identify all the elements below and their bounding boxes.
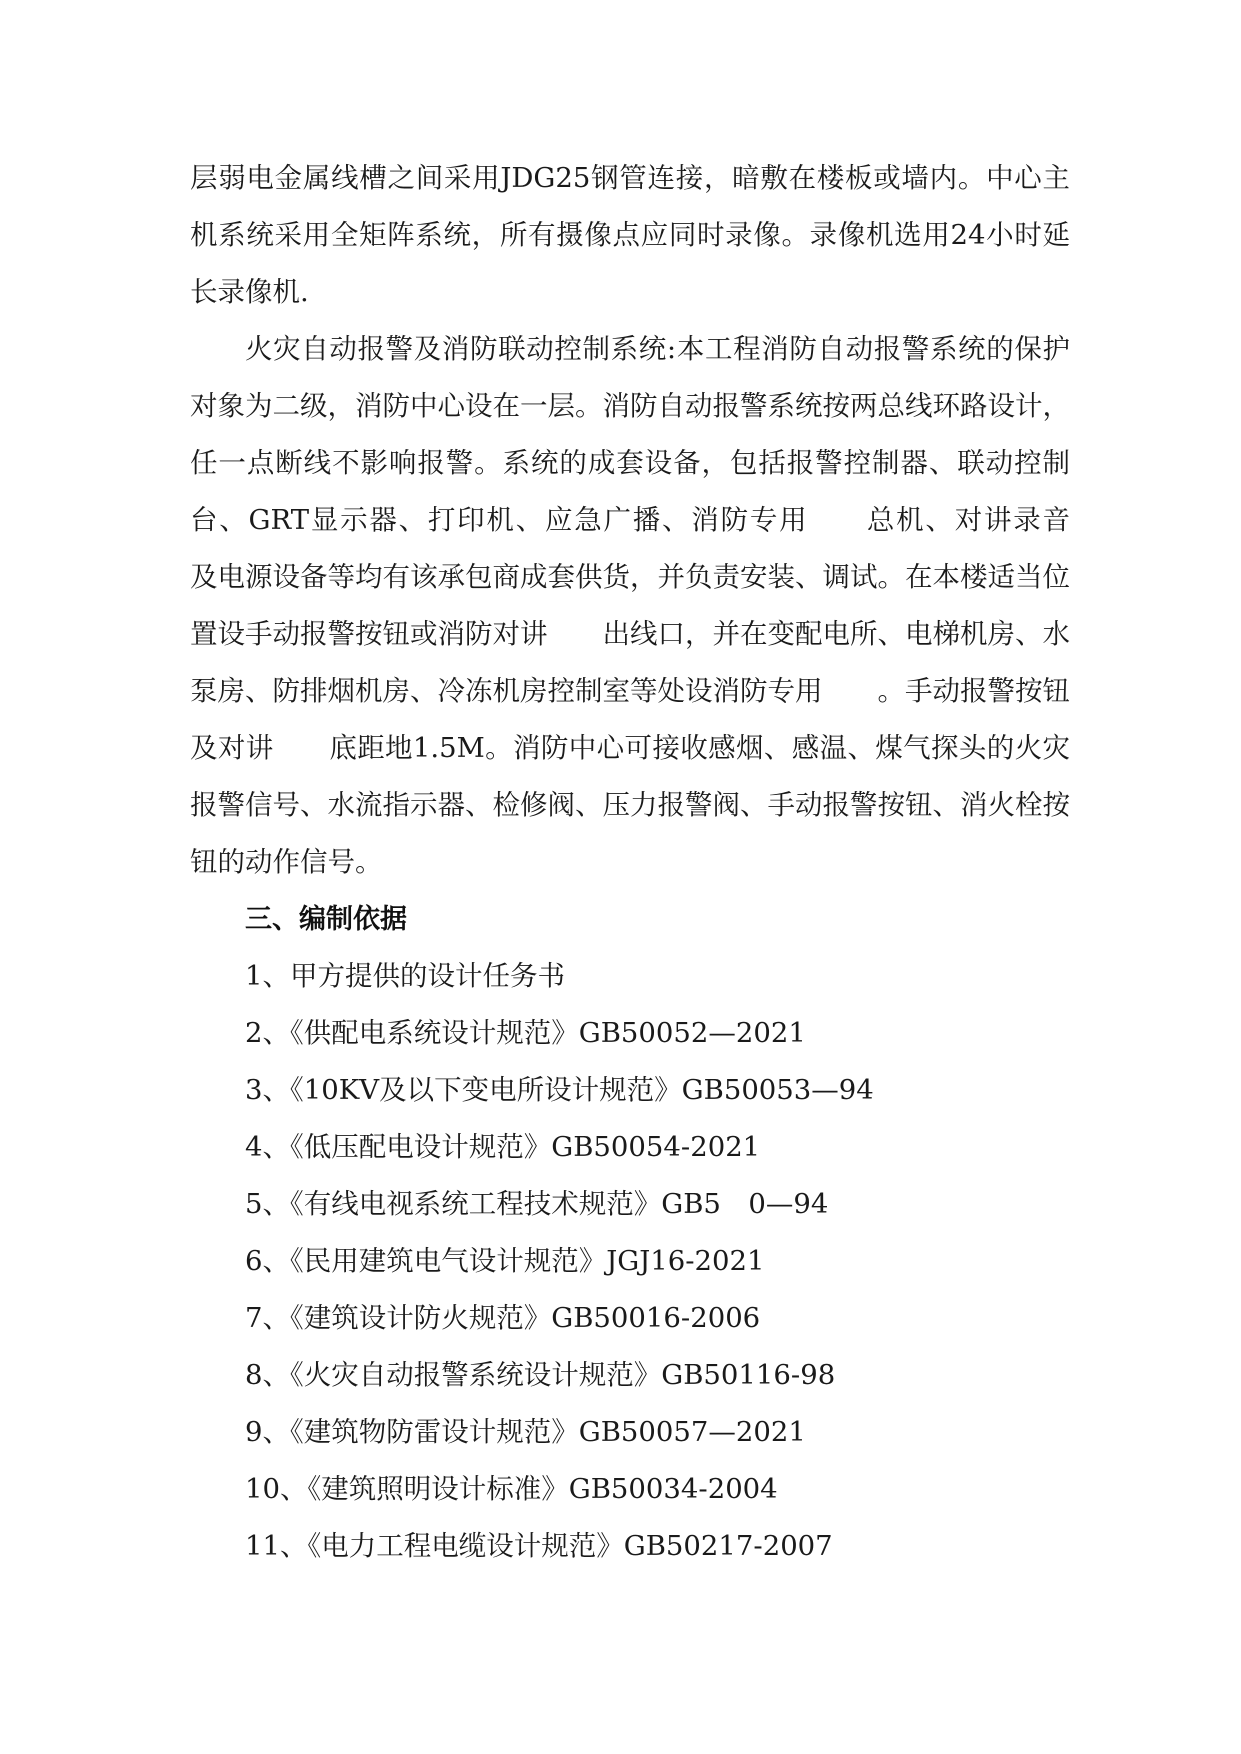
reference-item: 9、《建筑物防雷设计规范》GB50057—2021 bbox=[245, 1416, 806, 1448]
paragraph-fire-alarm-system: 火灾自动报警及消防联动控制系统:本工程消防自动报警系统的保护对象为二级，消防中心设在一层。消防自动报警系统按两总线环路设计，任一点断线不影响报警。系统的成套设备，包括报警控制器、联动控制台、GRT显示器、打印机、应急广播、消防专用 总机、对讲录音 及电源设备等均有该承包商成套供货，并负责安装、调试。在本楼适当位置设手动报警按钮或消防对讲 出线口，并在变配电所、电梯机房、水泵房、防排烟机房、冷冻机房控制室等处设消防专用 。手动报警按钮及对讲 底距地1.5M。消防中心可接收感烟、感温、煤气探头的火灾报警信号、水流指示器、检修阀、压力报警阀、手动报警按钮、消火栓按钮的动作信号。 bbox=[190, 333, 1125, 878]
reference-item: 6、《民用建筑电气设计规范》JGJ16-2021 bbox=[245, 1245, 765, 1277]
reference-item: 10、《建筑照明设计标准》GB50034-2004 bbox=[245, 1473, 778, 1505]
reference-item: 3、《10KV及以下变电所设计规范》GB50053—94 bbox=[245, 1074, 874, 1106]
paragraph-cctv-system: 层弱电金属线槽之间采用JDG25钢管连接，暗敷在楼板或墙内。中心主机系统采用全矩阵系统，所有摄像点应同时录像。录像机选用24小时延长录像机. bbox=[190, 162, 1070, 308]
section-heading: 三、编制依据 bbox=[245, 904, 407, 935]
reference-item: 4、《低压配电设计规范》GB50054-2021 bbox=[245, 1131, 761, 1163]
reference-list bbox=[190, 948, 1070, 1575]
reference-item: 2、《供配电系统设计规范》GB50052—2021 bbox=[245, 1017, 806, 1049]
reference-item: 5、《有线电视系统工程技术规范》GB5 0—94 bbox=[245, 1188, 829, 1220]
document-body bbox=[190, 150, 1125, 1575]
reference-item: 7、《建筑设计防火规范》GB50016-2006 bbox=[245, 1302, 761, 1334]
reference-item: 11、《电力工程电缆设计规范》GB50217-2007 bbox=[245, 1530, 833, 1562]
reference-item: 8、《火灾自动报警系统设计规范》GB50116-98 bbox=[245, 1359, 836, 1391]
reference-item: 1、甲方提供的设计任务书 bbox=[245, 960, 565, 992]
